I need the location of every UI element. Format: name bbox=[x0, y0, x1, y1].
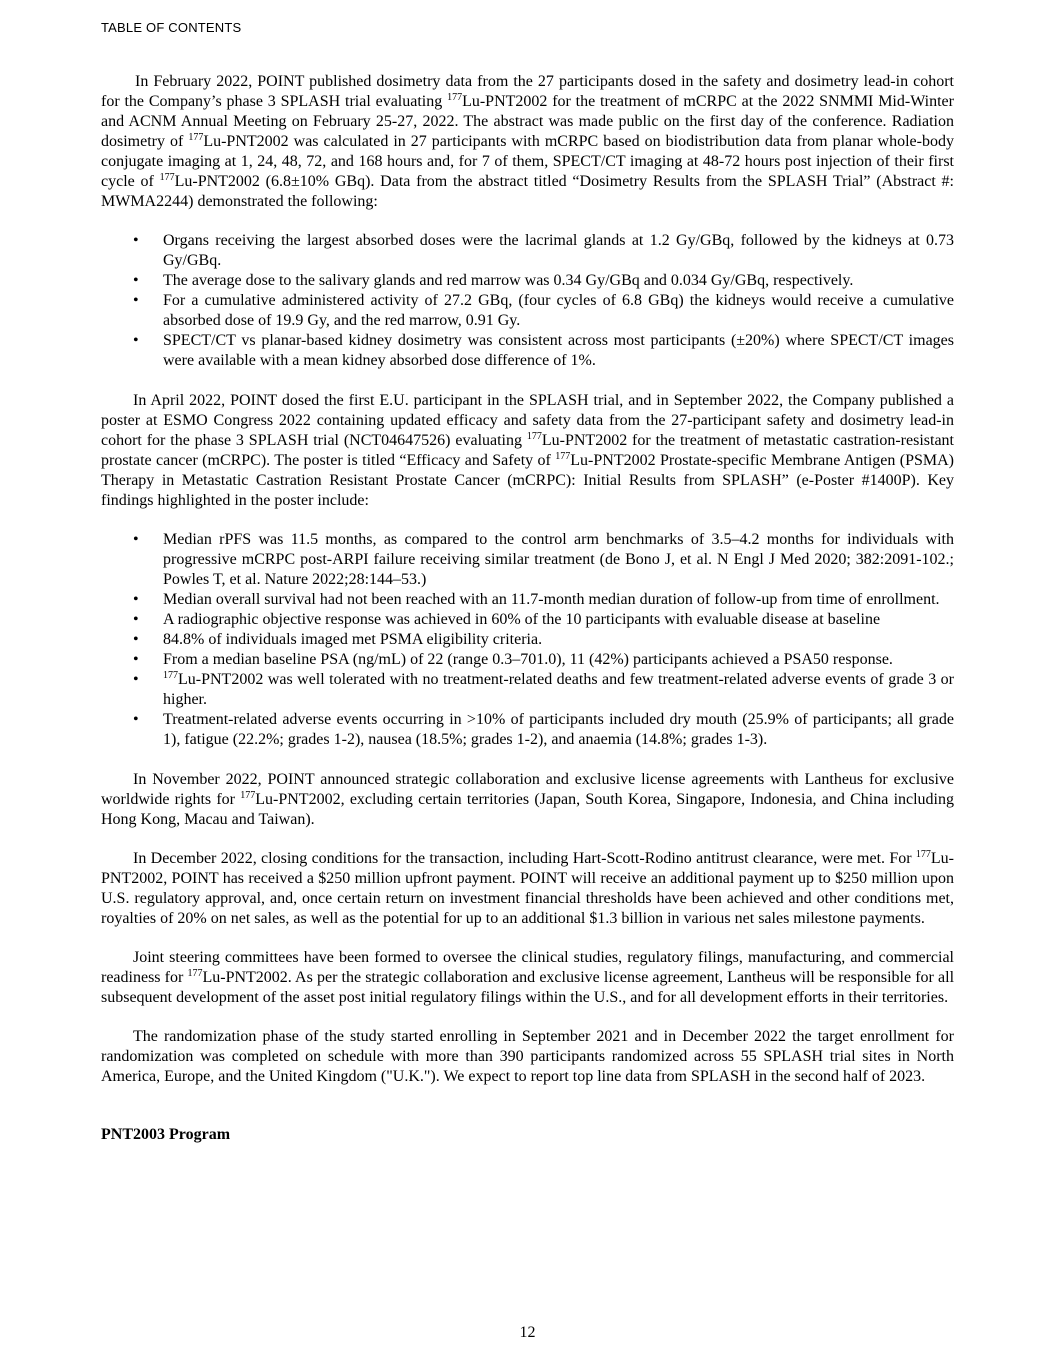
list-item: • A radiographic objective response was achieved in 60% of the 10 participants with evaluable disease at baseline bbox=[133, 611, 881, 628]
paragraph-lantheus-agreement: In November 2022, POINT announced strategic collaboration and exclusive license agreements with Lantheus for exclusive worldwide rights for $^{177}$Lu-PNT2002, excluding certain territories (Japan, South Korea, Singapore, Indonesia, and China including Hong Kong, Macau and Taiwan). bbox=[101, 771, 955, 828]
superscript-177: 177 bbox=[163, 670, 178, 681]
list-item: • Median overall survival had not been reached with an 11.7-month median duration of follow-up from time of enrollment. bbox=[133, 591, 940, 608]
bullet-icon: • bbox=[133, 711, 139, 728]
list-item: • Median rPFS was 11.5 months, as compared to the control arm benchmarks of 3.5–4.2 months for individuals with progressive mCRPC post-ARPI failure receiving similar treatment (de Bono J, et al. N Engl J Med 2020; 382:2091-102.; Powles T, et al. Nature 2022;28:144–53.) bbox=[133, 531, 954, 588]
superscript-177: 177 bbox=[240, 790, 256, 801]
paragraph-closing-conditions: In December 2022, closing conditions for the transaction, including Hart-Scott-Rodino antitrust clearance, were met. For $^{177}$Lu-PNT2002, POINT has received a $250 million upfront payment. POINT will receive an additional payment up to $250 million upon U.S. regulatory approval, and, once certain return on investment financial thresholds have been achieved and other conditions met, royalties of 20% on net sales, as well as the potential for up to an additional $1.3 billion in various net sales milestone payments. bbox=[101, 849, 954, 927]
poster-findings-list bbox=[101, 530, 954, 750]
superscript-177: 177 bbox=[526, 431, 542, 442]
paragraph-steering-committees: Joint steering committees have been formed to oversee the clinical studies, regulatory filings, manufacturing, and commercial readiness for $^{177}$Lu-PNT2002. As per the strategic collaboration and exclusive license agreement, Lantheus will be responsible for all subsequent development of the asset post initial regulatory filings within the U.S., and for all development efforts in their territories. bbox=[101, 949, 955, 1006]
page-number: 12 bbox=[519, 1324, 536, 1341]
bullet-icon: • bbox=[133, 651, 139, 668]
list-item: • From a median baseline PSA (ng/mL) of 22 (range 0.3–701.0), 11 (42%) participants achieved a PSA50 response. bbox=[133, 651, 893, 668]
bullet-icon: • bbox=[133, 332, 139, 349]
paragraph-randomization: The randomization phase of the study started enrolling in September 2021 and in December 2022 the target enrollment for randomization was completed on schedule with more than 390 participants randomized across 55 SPLASH trial sites in North America, Europe, and the United Kingdom ("U.K."). We expect to report top line data from SPLASH in the second half of 2023. bbox=[101, 1028, 954, 1085]
bullet-icon: • bbox=[133, 611, 139, 628]
list-item: • For a cumulative administered activity of 27.2 GBq, (four cycles of 6.8 GBq) the kidneys would receive a cumulative absorbed dose of 19.9 Gy, and the red marrow, 0.91 Gy. bbox=[133, 292, 954, 329]
paragraph-esmo-poster: In April 2022, POINT dosed the first E.U. participant in the SPLASH trial, and in September 2022, the Company published a poster at ESMO Congress 2022 containing updated efficacy and safety data from the 27-participant safety and dosimetry lead-in cohort for the phase 3 SPLASH trial (NCT04647526) evaluating $^{177}$Lu-PNT2002 for the treatment of metastatic castration-resistant prostate cancer (mCRPC). The poster is titled “Efficacy and Safety of $^{177}$Lu-PNT2002 Prostate-specific Membrane Antigen (PSMA) Therapy in Metastatic Castration Resistant Prostate Cancer (mCRPC): Initial Results from SPLASH” (e-Poster #1400P). Key findings highlighted in the poster include: bbox=[101, 392, 955, 509]
table-of-contents-link[interactable]: TABLE OF CONTENTS bbox=[101, 20, 242, 35]
bullet-icon: • bbox=[133, 631, 139, 648]
bullet-icon: • bbox=[133, 591, 139, 608]
superscript-177: 177 bbox=[915, 849, 931, 860]
superscript-177: 177 bbox=[188, 132, 204, 143]
list-item: • 84.8% of individuals imaged met PSMA eligibility criteria. bbox=[133, 631, 543, 648]
superscript-177: 177 bbox=[447, 92, 463, 103]
bullet-icon: • bbox=[133, 531, 139, 548]
superscript-177: 177 bbox=[159, 172, 175, 183]
list-item: • $^{177}$Lu-PNT2002 was well tolerated with no treatment-related deaths and few treatment-related adverse events of grade 3 or higher. bbox=[133, 670, 954, 708]
list-item: • SPECT/CT vs planar-based kidney dosimetry was consistent across most participants (±20%) where SPECT/CT images were available with a mean kidney absorbed dose difference of 1%. bbox=[133, 332, 954, 369]
list-item: • The average dose to the salivary glands and red marrow was 0.34 Gy/GBq and 0.034 Gy/GBq, respectively. bbox=[133, 272, 854, 289]
bullet-icon: • bbox=[133, 292, 139, 309]
bullet-icon: • bbox=[133, 671, 139, 688]
section-heading: PNT2003 Program bbox=[101, 1126, 231, 1143]
document-body bbox=[101, 72, 954, 1145]
list-item: • Organs receiving the largest absorbed doses were the lacrimal glands at 1.2 Gy/GBq, followed by the kidneys at 0.73 Gy/GBq. bbox=[133, 232, 954, 269]
bullet-icon: • bbox=[133, 232, 139, 249]
superscript-177: 177 bbox=[187, 968, 203, 979]
paragraph-dosimetry: In February 2022, POINT published dosimetry data from the 27 participants dosed in the safety and dosimetry lead-in cohort for the Company’s phase 3 SPLASH trial evaluating $^{177}$Lu-PNT2002 for the treatment of mCRPC at the 2022 SNMMI Mid-Winter and ACNM Annual Meeting on February 25-27, 2022. The abstract was made public on the first day of the conference. Radiation dosimetry of $^{177}$Lu-PNT2002 was calculated in 27 participants with mCRPC based on biodistribution data from planar whole-body conjugate imaging at 1, 24, 48, 72, and 168 hours and, for 7 of them, SPECT/CT imaging at 48-72 hours post injection of their first cycle of $^{177}$Lu-PNT2002 (6.8±10% GBq). Data from the abstract titled “Dosimetry Results from the SPLASH Trial” (Abstract #: MWMA2244) demonstrated the following: bbox=[101, 73, 955, 210]
list-item: • Treatment-related adverse events occurring in >10% of participants included dry mouth (25.9% of participants; all grade 1), fatigue (22.2%; grades 1-2), nausea (18.5%; grades 1-2), and anaemia (14.8%; grades 1-3). bbox=[133, 711, 954, 748]
dosimetry-findings-list bbox=[101, 231, 954, 371]
superscript-177: 177 bbox=[555, 451, 571, 462]
bullet-icon: • bbox=[133, 272, 139, 289]
